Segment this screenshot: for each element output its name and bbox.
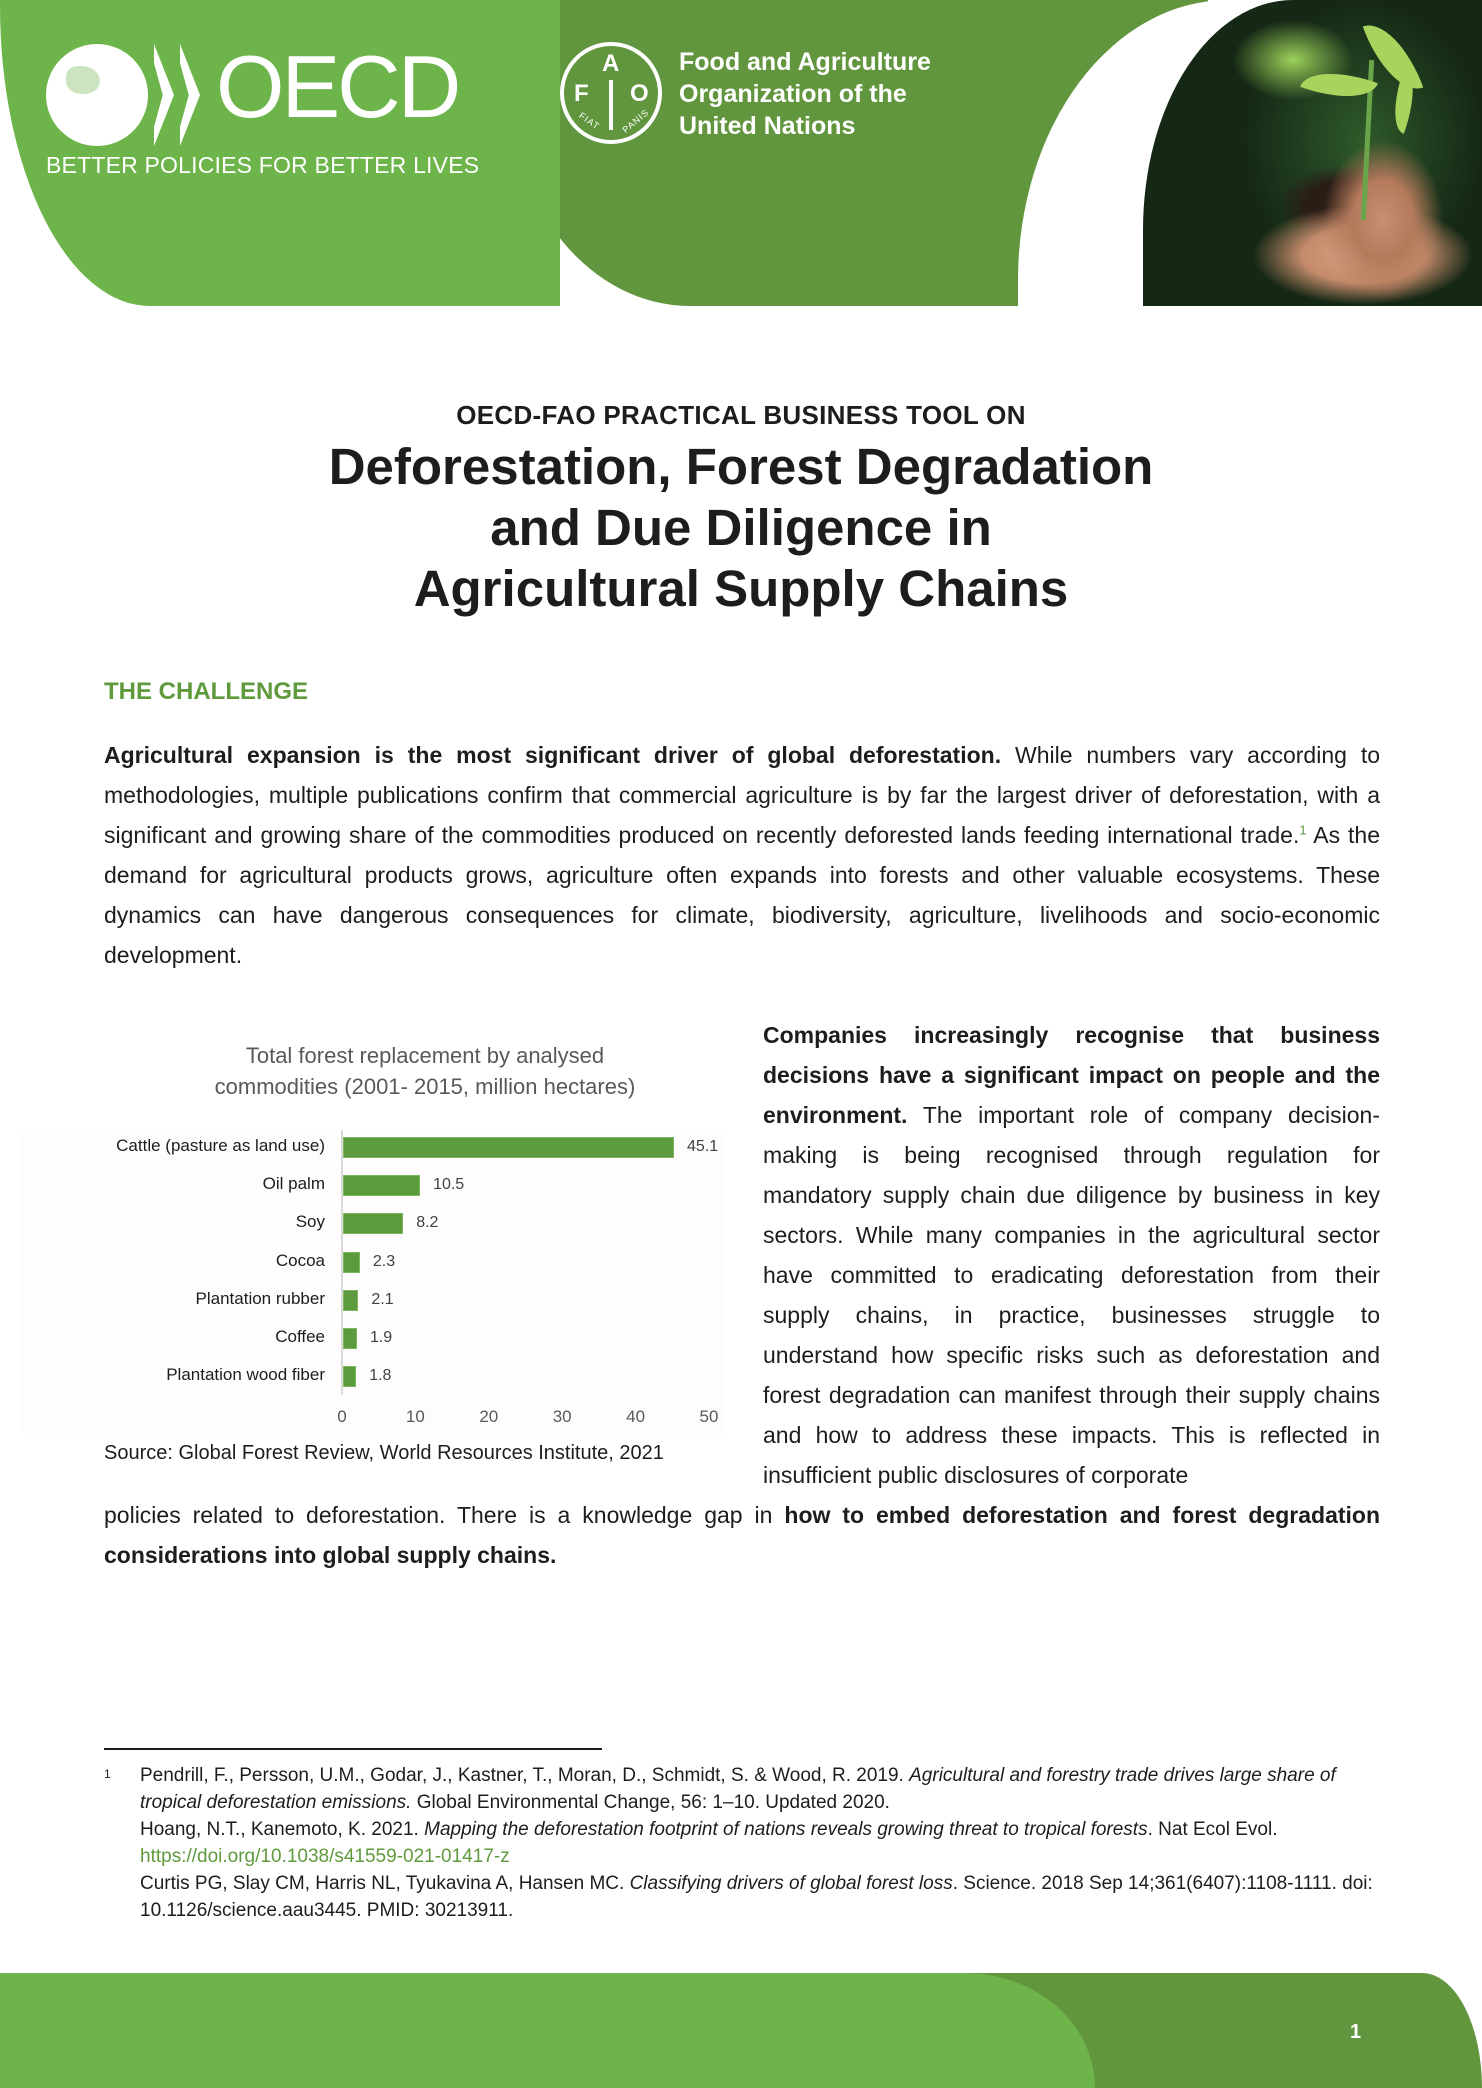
chart-bar <box>343 1137 674 1158</box>
fao-motto-right: PANIS <box>620 107 651 135</box>
ref-authors: Hoang, N.T., Kanemoto, K. <box>140 1819 367 1840</box>
chart-title-line: commodities (2001- 2015, million hectares) <box>214 1074 636 1099</box>
ref-rest: . Science. 2018 Sep 14;361(6407):1108-1111. doi: 10.1126/science.aau3445. PMID: 30213911. <box>140 1873 1373 1921</box>
chart-bar <box>343 1252 360 1273</box>
chart-value-label: 45.1 <box>687 1138 719 1155</box>
title-line: Agricultural Supply Chains <box>413 560 1069 617</box>
chart-bar <box>343 1290 358 1311</box>
footnote-number: 1 <box>104 1767 111 1781</box>
page-number: 1 <box>1350 2021 1362 2043</box>
chart-value-label: 10.5 <box>433 1176 465 1194</box>
chart-x-tick-label: 50 <box>699 1407 719 1426</box>
footer-light-green-panel <box>0 1973 1095 2088</box>
fao-name-line: Food and Agriculture <box>679 48 931 76</box>
ref-rest: Global Environmental Change, 56: 1–10. Updated 2020. <box>411 1792 890 1813</box>
doi-link[interactable]: https://doi.org/10.1038/s41559-021-01417-z <box>140 1846 510 1867</box>
ref-year: 2021. <box>366 1819 425 1840</box>
paragraph-text: While numbers vary according to methodologies, multiple publications confirm that commercial agriculture is by far the largest driver of deforestation, with a significant and growing share of the commodities produced on recently deforested lands feeding international trade. <box>104 742 1380 848</box>
chart-category-label: Coffee <box>275 1327 325 1346</box>
globe-icon <box>46 44 148 146</box>
footnote-ref-3 <box>140 1870 1390 1924</box>
oecd-tagline: BETTER POLICIES FOR BETTER LIVES <box>46 152 480 178</box>
paragraph-bold-lead: Companies increasingly recognise that business decisions have a significant impact on people and the environment. <box>763 1022 1380 1128</box>
chart-category-label: Cocoa <box>275 1250 325 1270</box>
paragraph-companies-continued <box>104 1495 1380 1575</box>
ref-year: 2019. <box>851 1765 910 1786</box>
oecd-logo <box>46 37 480 180</box>
chevron-icon-cut <box>151 53 162 137</box>
chart-x-tick-label: 40 <box>626 1407 646 1426</box>
fao-name-line: Organization of the <box>679 80 907 108</box>
chart-value-label: 8.2 <box>416 1214 439 1232</box>
chart-value-label: 2.1 <box>371 1290 394 1308</box>
ref-title: Agricultural and forestry trade drives large share of tropical deforestation emissions. <box>140 1765 1336 1813</box>
document-kicker: OECD-FAO PRACTICAL BUSINESS TOOL ON <box>456 400 1026 430</box>
title-line: Deforestation, Forest Degradation <box>328 438 1154 495</box>
footnote-ref-1 <box>140 1762 1390 1816</box>
footnote-reference[interactable]: 1 <box>1299 822 1307 838</box>
footnote-ref-2 <box>140 1816 1390 1870</box>
chart-category-label: Plantation rubber <box>195 1288 325 1308</box>
ref-title: Classifying drivers of global forest loss <box>629 1873 953 1894</box>
chart-category-label: Plantation wood fiber <box>166 1365 325 1385</box>
chart-title <box>90 1040 760 1102</box>
paragraph-text: The important role of company decision-making is being recognised through regulation for mandatory supply chain due diligence by business in key sectors. While many companies in the agricultural sector have committed to eradicating deforestation from their supply chains, in practice, businesses struggle to understand how specific risks such as deforestation and forest degradation can manifest through their supply chains and how to address these impacts. This is reflected in insufficient public disclosures of corporate <box>763 1102 1380 1488</box>
oecd-wordmark: OECD <box>216 37 459 136</box>
document-title <box>0 436 1482 619</box>
chart-category-label: Soy <box>295 1212 325 1232</box>
ref-rest: . Nat Ecol Evol. <box>1147 1819 1278 1840</box>
ref-authors: Curtis PG, Slay CM, Harris NL, Tyukavina A, Hansen MC. <box>140 1873 630 1894</box>
footnote-divider <box>104 1748 602 1750</box>
fao-motto-left: FIAT <box>577 110 602 132</box>
chart-value-label: 1.9 <box>369 1329 393 1346</box>
chart-value-label: 2.3 <box>372 1252 396 1270</box>
chart-category-label: Cattle (pasture as land use) <box>116 1136 325 1155</box>
paragraph-text: As the demand for agricultural products grows, agriculture often expands into forests and other valuable ecosystems. These dynamics can have dangerous consequences for climate, biodiversity, agriculture, livelihoods and socio-economic development. <box>104 822 1381 968</box>
header-banner <box>0 0 1482 306</box>
section-heading: THE CHALLENGE <box>104 678 308 705</box>
fao-name <box>679 46 931 142</box>
fao-emblem-icon <box>560 42 662 144</box>
chart-value-label: 1.8 <box>369 1367 392 1385</box>
chart-bar <box>343 1366 356 1387</box>
chevron-icon-cut <box>177 53 188 137</box>
chart-source: Source: Global Forest Review, World Resources Institute, 2021 <box>104 1442 664 1464</box>
chart-bar <box>343 1175 420 1196</box>
chart-bar <box>343 1328 357 1349</box>
ref-title: Mapping the deforestation footprint of nations reveals growing threat to tropical forests <box>424 1819 1148 1840</box>
paragraph-companies <box>763 1015 1380 1495</box>
chart-x-tick-label: 20 <box>479 1407 499 1426</box>
chart-x-tick-label: 10 <box>405 1407 425 1426</box>
chart-bar <box>343 1213 403 1234</box>
paragraph-text: policies related to deforestation. There is a knowledge gap in <box>104 1502 785 1528</box>
chart-x-tick-label: 30 <box>552 1407 572 1426</box>
chart-title-line: Total forest replacement by analysed <box>245 1043 605 1068</box>
fao-letter-o: O <box>630 80 649 107</box>
fao-letter-a: A <box>602 50 620 77</box>
paragraph-intro <box>104 735 1380 975</box>
chart-category-label: Oil palm <box>262 1174 325 1194</box>
footer-banner <box>0 1973 1482 2088</box>
title-line: and Due Diligence in <box>490 499 992 556</box>
chart-x-tick-label: 0 <box>337 1407 347 1426</box>
paragraph-bold-lead: Agricultural expansion is the most significant driver of global deforestation. <box>104 742 1002 768</box>
paragraph-bold-tail: how to embed deforestation and forest degradation considerations into global supply chains. <box>104 1502 1381 1568</box>
fao-letter-f: F <box>574 80 589 107</box>
ref-authors: Pendrill, F., Persson, U.M., Godar, J., Kastner, T., Moran, D., Schmidt, S. & Wood, R. <box>140 1765 852 1786</box>
wheat-stalk-icon <box>609 80 613 130</box>
fao-name-line: United Nations <box>679 112 856 140</box>
